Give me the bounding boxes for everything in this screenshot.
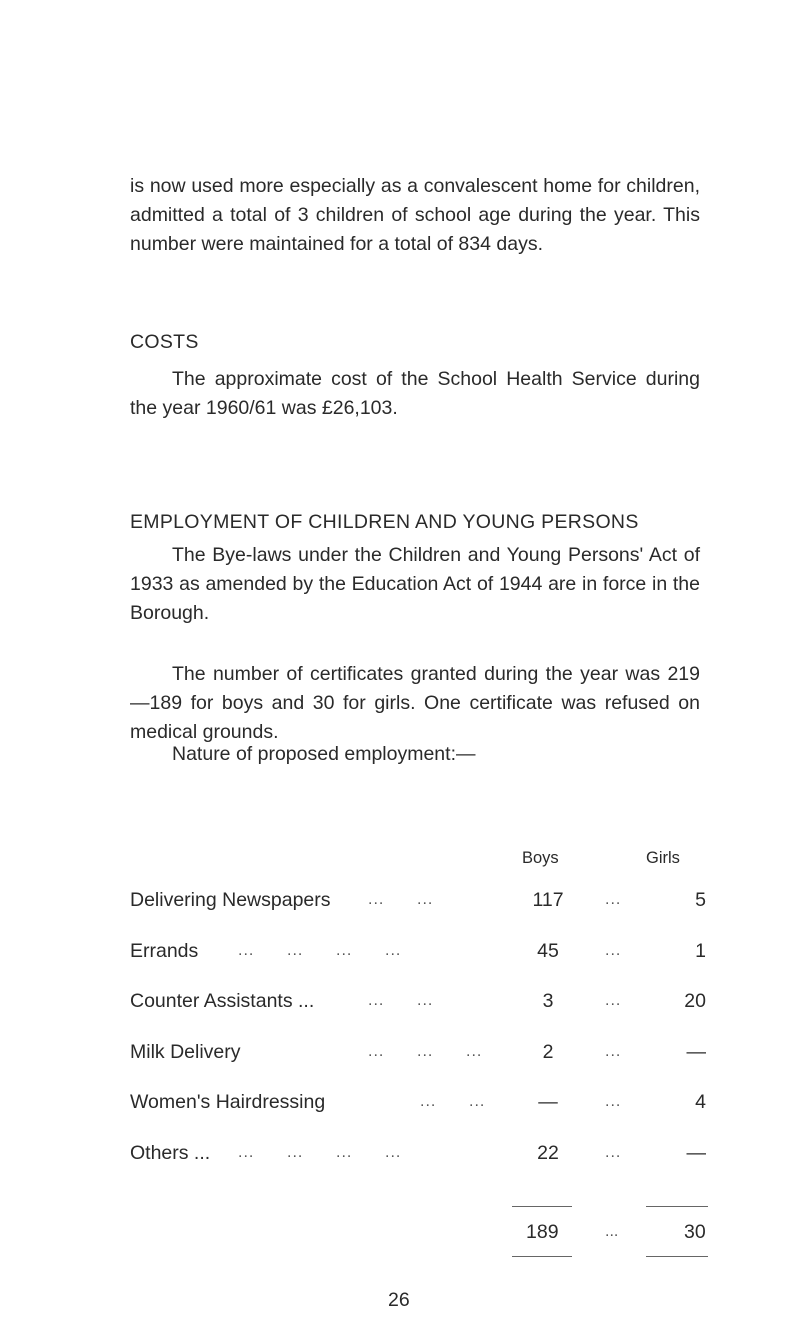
girls-value: 4 bbox=[695, 1091, 706, 1113]
dot-leader: ... ... ... ... bbox=[238, 1144, 402, 1161]
employment-paragraph: The Bye-laws under the Children and Young Persons' Act of 1933 as amended by the Education Act of 1944 are in force in the Borough. bbox=[130, 544, 700, 624]
nature-intro: Nature of proposed employment:— bbox=[172, 743, 476, 765]
row-label: Others ... bbox=[130, 1142, 211, 1164]
total-rule-bottom-girls bbox=[646, 1256, 708, 1257]
certificates-paragraph: The number of certificates granted during the year was 219 —189 for boys and 30 for girls. One certificate was refused on medical grounds. bbox=[130, 663, 700, 743]
girls-value: 20 bbox=[684, 990, 706, 1012]
column-header-boys: Boys bbox=[522, 849, 559, 867]
dot-leader: ... bbox=[605, 1043, 622, 1060]
dot-leader: ... ... bbox=[420, 1093, 486, 1110]
row-label: Women's Hairdressing bbox=[130, 1091, 326, 1113]
table-row bbox=[130, 888, 710, 916]
boys-value: 22 bbox=[537, 1142, 559, 1164]
row-label: Counter Assistants ... bbox=[130, 990, 315, 1012]
boys-value: 45 bbox=[537, 940, 559, 962]
dot-leader: ... ... bbox=[368, 992, 434, 1009]
employment-heading: EMPLOYMENT OF CHILDREN AND YOUNG PERSONS bbox=[130, 511, 639, 533]
table-row bbox=[130, 989, 710, 1017]
girls-value: — bbox=[686, 1041, 706, 1063]
dot-leader: ... bbox=[605, 992, 622, 1009]
table-row bbox=[130, 1141, 710, 1169]
boys-value: 117 bbox=[532, 889, 564, 911]
intro-continued-paragraph: is now used more especially as a convalescent home for children, admitted a total of 3 children of school age during the year. This number were maintained for a total of 834 days. bbox=[130, 175, 700, 255]
table-row bbox=[130, 1040, 710, 1068]
boys-value: 2 bbox=[542, 1041, 554, 1063]
total-boys: 189 bbox=[526, 1221, 559, 1243]
dot-leader: ... bbox=[605, 942, 622, 959]
total-rule-top-boys bbox=[512, 1206, 572, 1207]
costs-paragraph: The approximate cost of the School Health Service during the year 1960/61 was £26,103. bbox=[130, 368, 700, 419]
total-girls: 30 bbox=[684, 1221, 706, 1243]
dot-leader: ... ... ... ... bbox=[238, 942, 402, 959]
girls-value: 5 bbox=[695, 889, 706, 911]
dot-leader: ... bbox=[605, 1093, 622, 1110]
girls-value: — bbox=[686, 1142, 706, 1164]
row-label: Delivering Newspapers bbox=[130, 889, 331, 911]
row-label: Errands bbox=[130, 940, 199, 962]
page-number: 26 bbox=[388, 1289, 410, 1311]
dot-leader: ... ... ... bbox=[368, 1043, 483, 1060]
dot-leader: ... ... bbox=[368, 891, 434, 908]
table-row bbox=[130, 1090, 710, 1118]
boys-value: — bbox=[538, 1091, 558, 1113]
dot-leader: ... bbox=[605, 891, 622, 908]
boys-value: 3 bbox=[542, 990, 554, 1012]
column-header-girls: Girls bbox=[646, 849, 680, 867]
table-row bbox=[130, 939, 710, 967]
girls-value: 1 bbox=[695, 940, 706, 962]
total-rule-bottom-boys bbox=[512, 1256, 572, 1257]
total-rule-top-girls bbox=[646, 1206, 708, 1207]
dot-leader: ... bbox=[605, 1144, 622, 1161]
row-label: Milk Delivery bbox=[130, 1041, 241, 1063]
costs-heading: COSTS bbox=[130, 331, 199, 353]
dot-leader: ... bbox=[605, 1223, 619, 1240]
